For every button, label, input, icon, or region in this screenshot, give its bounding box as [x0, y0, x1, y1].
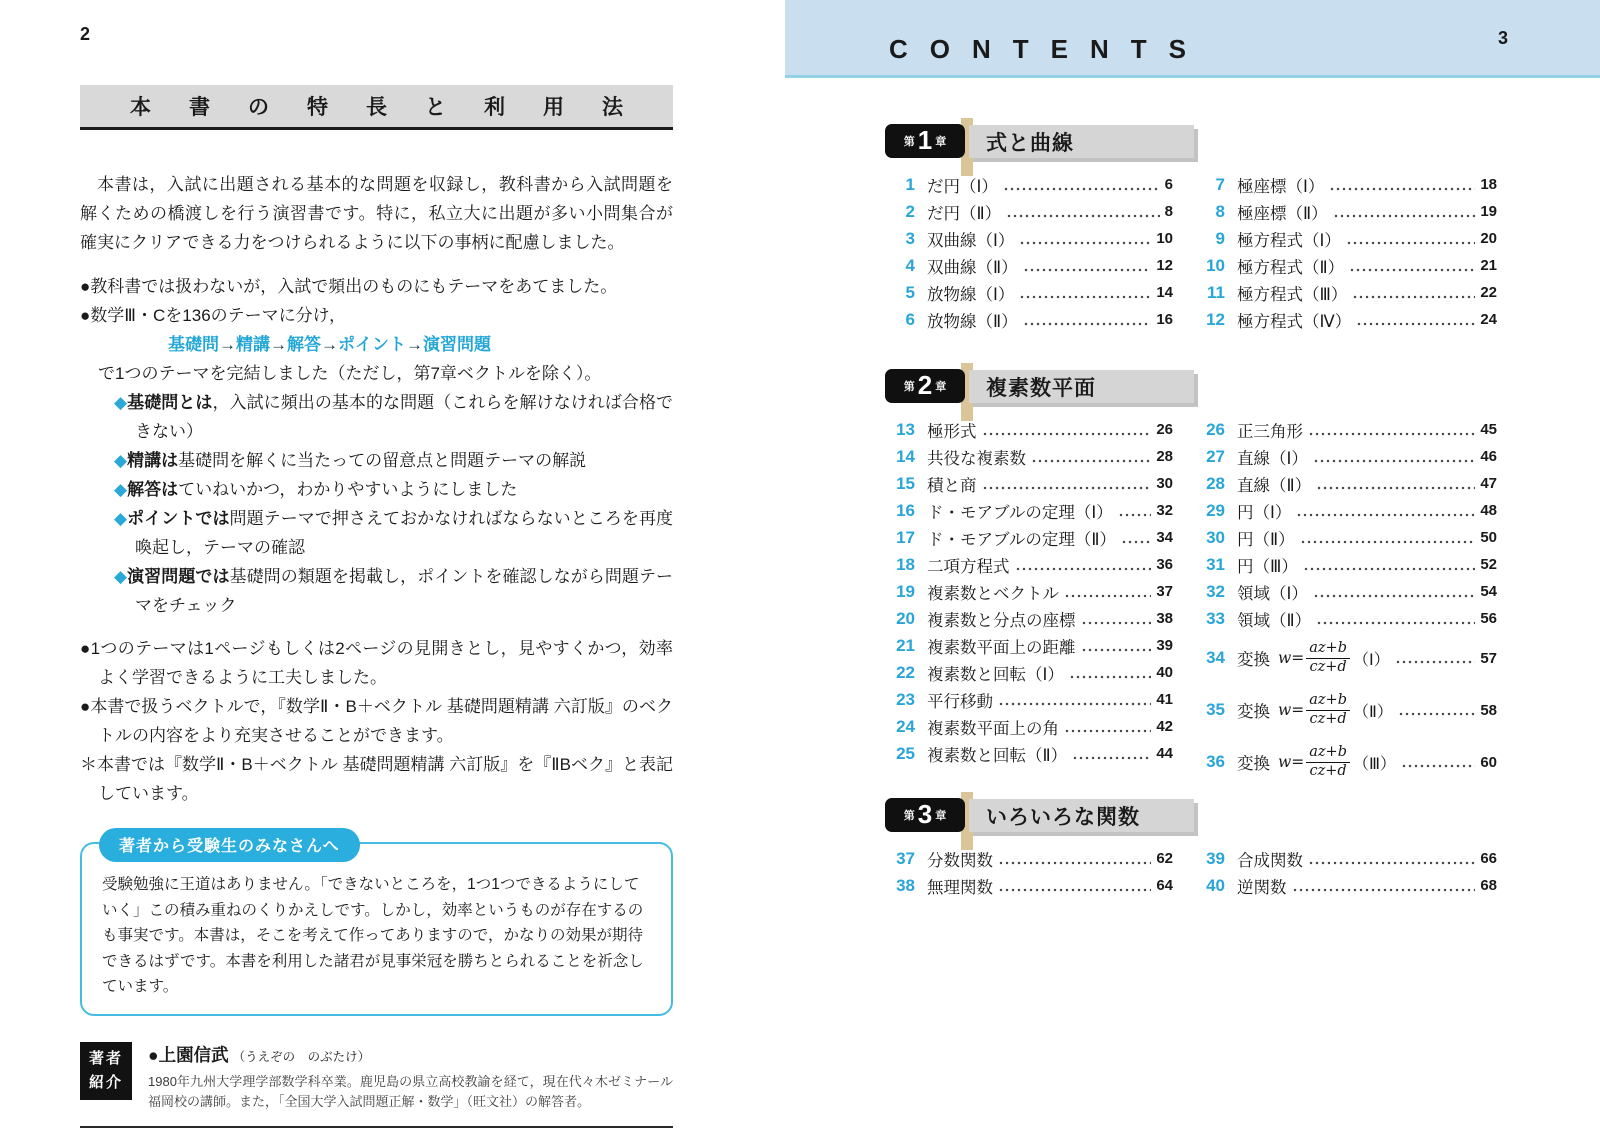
dot-leader: [1019, 294, 1151, 300]
toc-item-label: 極座標（Ⅱ）: [1237, 204, 1328, 223]
toc-item-number: 4: [905, 255, 915, 275]
toc-item: [885, 551, 1173, 578]
toc-item-label: だ円（Ⅱ）: [927, 204, 1002, 223]
toc-item-number: 33: [1206, 608, 1225, 628]
toc-item-page: 58: [1480, 701, 1497, 719]
dot-leader: [1346, 240, 1475, 246]
dot-leader: [1003, 186, 1160, 192]
toc-item-page: 6: [1164, 176, 1173, 193]
dot-leader: [1064, 593, 1151, 599]
toc-item-page: 64: [1156, 877, 1173, 894]
toc-item-number: 32: [1206, 581, 1225, 601]
toc-item-page: 68: [1480, 877, 1497, 894]
toc-column: [1195, 171, 1497, 333]
toc-item-number: 31: [1206, 554, 1225, 574]
toc-item-page: 26: [1156, 421, 1173, 438]
toc-item-page: 39: [1156, 637, 1173, 654]
author-name-kana: （うえぞの のぶたけ）: [232, 1049, 371, 1064]
toc-item-label: 複素数平面上の角: [927, 719, 1059, 738]
toc-item: [885, 279, 1173, 306]
toc-item-label: 双曲線（Ⅰ）: [927, 231, 1015, 250]
dot-leader: [1313, 593, 1475, 599]
dot-leader: [982, 485, 1152, 491]
toc-item-number: 36: [1206, 752, 1225, 771]
toc-item-number: 24: [896, 716, 915, 736]
toc-item: [1195, 416, 1497, 443]
page-number-left: 2: [80, 24, 91, 44]
toc-item: [1195, 736, 1497, 788]
chapter-2-title-bar: 複素数平面: [969, 370, 1194, 403]
dot-leader: [1121, 539, 1151, 545]
left-page: [0, 0, 785, 1134]
toc-item-page: 54: [1480, 583, 1497, 600]
dot-leader: [1313, 458, 1475, 464]
toc-item-formula: w= $\frac{az+b}{cz+d}$ （Ⅲ）: [1278, 744, 1397, 779]
toc-item-page: 30: [1156, 475, 1173, 492]
toc-item-page: 18: [1480, 176, 1497, 193]
toc-item: [885, 171, 1173, 198]
diamond-item-3: ◆解答はていねいかつ，わかりやすいようにしました: [114, 480, 518, 499]
page-title-text: 本書の特長と利用法: [130, 96, 661, 119]
toc-item-page: 8: [1164, 203, 1173, 220]
flow-step: ポイント: [338, 335, 406, 354]
toc-item-number: 2: [905, 201, 915, 221]
flow-arrow-icon: →: [219, 335, 236, 354]
author-intro-badge: 著者 紹介: [80, 1042, 132, 1100]
toc-item-page: 57: [1480, 649, 1497, 667]
toc-item-label: 極方程式（Ⅰ）: [1237, 231, 1341, 250]
toc-item-number: 17: [896, 527, 915, 547]
right-page: [785, 0, 1600, 1134]
dot-leader: [1064, 728, 1151, 734]
dot-leader: [1015, 566, 1152, 572]
dot-leader: [998, 701, 1151, 707]
toc-item-page: 56: [1480, 610, 1497, 627]
toc-item: [1195, 845, 1497, 872]
toc-item: [885, 659, 1173, 686]
toc-item-label: 共役な複素数: [927, 449, 1026, 468]
toc-item-label: 放物線（Ⅱ）: [927, 312, 1018, 331]
toc-item-label: だ円（Ⅰ）: [927, 177, 998, 196]
toc-item: [885, 252, 1173, 279]
toc-column: [1195, 416, 1497, 788]
toc-column: [885, 416, 1173, 788]
author-name: ●上園信武: [148, 1044, 229, 1065]
toc-item: [1195, 497, 1497, 524]
toc-item-page: 22: [1480, 284, 1497, 301]
feature-list: [80, 272, 673, 808]
toc-item: [1195, 198, 1497, 225]
dot-leader: [1308, 431, 1475, 437]
dot-leader: [1072, 755, 1151, 761]
toc-item-number: 35: [1206, 700, 1225, 719]
toc-item-number: 3: [905, 228, 915, 248]
toc-item-page: 62: [1156, 850, 1173, 867]
dot-leader: [998, 887, 1151, 893]
toc-item: [885, 845, 1173, 872]
chapter-3-title-bar: いろいろな関数: [969, 799, 1194, 832]
dot-leader: [1019, 240, 1151, 246]
page-number-right: 3: [1497, 28, 1508, 48]
toc-item-label: 円（Ⅲ）: [1237, 557, 1298, 576]
flow-step: 演習問題: [423, 335, 491, 354]
chapter-1-badge: 第 1 章: [885, 124, 965, 158]
page-title: [80, 85, 673, 130]
toc-item: [885, 225, 1173, 252]
bullet-marker: ●: [80, 306, 91, 325]
dot-leader: [1023, 321, 1152, 327]
toc-item-page: 37: [1156, 583, 1173, 600]
toc-item-label: 極座標（Ⅰ）: [1237, 177, 1325, 196]
toc-item-page: 47: [1480, 475, 1497, 492]
toc-item-label: 分数関数: [927, 851, 993, 870]
toc-item: [885, 306, 1173, 333]
toc-item: [1195, 632, 1497, 684]
toc-item: [1195, 578, 1497, 605]
diamond-item-1: ◆基礎問とは，入試に頻出の基本的な問題（これらを解けなければ合格できない）: [114, 393, 674, 441]
toc-item-page: 60: [1480, 753, 1497, 771]
author-name-line: [148, 1042, 673, 1067]
toc-item-number: 27: [1206, 446, 1225, 466]
toc-item-page: 66: [1480, 850, 1497, 867]
contents-banner: [785, 0, 1600, 78]
toc-item-number: 14: [896, 446, 915, 466]
chapter-1-section: [885, 124, 1516, 333]
author-message-box: [80, 838, 673, 1016]
toc-item-number: 1: [905, 174, 915, 194]
dot-leader: [1308, 860, 1475, 866]
toc-item-label: 領域（Ⅰ）: [1237, 584, 1308, 603]
dot-leader: [1300, 539, 1476, 545]
toc-item-number: 13: [896, 419, 915, 439]
toc-column: [1195, 845, 1497, 899]
chapter-3-section: [885, 798, 1516, 899]
dot-leader: [1349, 267, 1475, 273]
dot-leader: [1296, 512, 1475, 518]
toc-item-label: 円（Ⅱ）: [1237, 530, 1295, 549]
toc-item: [1195, 872, 1497, 899]
toc-item-label: 積と商: [927, 476, 977, 495]
chapter-2-section: [885, 369, 1516, 788]
toc-column: [885, 845, 1173, 899]
toc-item-number: 30: [1206, 527, 1225, 547]
toc-item-label: 無理関数: [927, 878, 993, 897]
bullet-marker: ●: [80, 697, 91, 716]
bullet-marker: ●: [80, 277, 91, 296]
toc-item-number: 19: [896, 581, 915, 601]
diamond-item-5: ◆演習問題では基礎問の類題を掲載し，ポイントを確認しながら問題テーマをチェック: [114, 567, 674, 615]
toc-item: [885, 578, 1173, 605]
chapter-2-header: [885, 369, 1516, 403]
toc-item-label: 平行移動: [927, 692, 993, 711]
contents-heading: CONTENTS: [889, 34, 1208, 64]
toc-item-page: 52: [1480, 556, 1497, 573]
toc-item-number: 11: [1207, 282, 1225, 302]
dot-leader: [1069, 674, 1151, 680]
toc-item: [1195, 252, 1497, 279]
toc-item-number: 22: [896, 662, 915, 682]
toc-item-number: 15: [896, 473, 915, 493]
dot-leader: [1303, 566, 1475, 572]
toc-item-page: 42: [1156, 718, 1173, 735]
toc-item-page: 21: [1480, 257, 1497, 274]
toc-item: [885, 740, 1173, 767]
toc-item: [885, 713, 1173, 740]
toc-item: [885, 198, 1173, 225]
author-message-text: 受験勉強に王道はありません。「できないところを，1つ1つできるようにしていく」この積み重ねのくりかえしです。しかし，効率というものが存在するのも事実です。本書は，そこを考えて作ってありますので，かなりの効果が期待できるはずです。本書を利用した諸君が見事栄冠を勝ちとられることを祈念しています。: [102, 876, 644, 995]
dot-leader: [982, 431, 1152, 437]
chapter-1-title-bar: 式と曲線: [969, 125, 1194, 158]
toc-item-number: 9: [1215, 228, 1225, 248]
toc-item-label: 複素数と回転（Ⅰ）: [927, 665, 1064, 684]
toc-item-label: 極方程式（Ⅲ）: [1237, 285, 1348, 304]
author-bio: 1980年九州大学理学部数学科卒業。鹿児島の県立高校教諭を経て，現在代々木ゼミナール福岡校の講師。また，「全国大学入試問題正解・数学」（旺文社）の解答者。: [148, 1073, 673, 1109]
toc-item-number: 29: [1206, 500, 1225, 520]
toc-item: [885, 605, 1173, 632]
author-message-label: 著者から受験生のみなさんへ: [99, 828, 360, 862]
toc-item-number: 21: [896, 635, 915, 655]
toc-item-label: 直線（Ⅰ）: [1237, 449, 1308, 468]
bullet-marker: ●: [80, 639, 91, 658]
toc-item-label: 複素数と分点の座標: [927, 611, 1076, 630]
chapter-1-header: [885, 124, 1516, 158]
flow-closing-line: で1つのテーマを完結しました（ただし，第7章ベクトルを除く）。: [98, 364, 602, 383]
toc-item-page: 40: [1156, 664, 1173, 681]
toc-item-number: 34: [1206, 648, 1225, 667]
toc-item: [885, 470, 1173, 497]
toc-item-page: 16: [1156, 311, 1173, 328]
toc-item-number: 6: [905, 309, 915, 329]
toc-item: [885, 872, 1173, 899]
feature-bullet-2: ●数学Ⅲ・Cを136のテーマに分け，: [80, 306, 346, 325]
diamond-marker: ◆: [114, 509, 128, 528]
toc-item: [1195, 279, 1497, 306]
toc-item-page: 20: [1480, 230, 1497, 247]
dot-leader: [1398, 711, 1475, 717]
toc-item-number: 7: [1215, 174, 1225, 194]
toc-item-label: 変換: [1237, 755, 1270, 773]
toc-item-label: 変換: [1237, 703, 1270, 721]
toc-item-page: 28: [1156, 448, 1173, 465]
dot-leader: [1316, 485, 1475, 491]
toc-item-label: 合成関数: [1237, 851, 1303, 870]
toc-item-number: 28: [1206, 473, 1225, 493]
dot-leader: [1352, 294, 1475, 300]
toc-item: [885, 524, 1173, 551]
toc-item: [1195, 551, 1497, 578]
toc-item-label: 複素数と回転（Ⅱ）: [927, 746, 1068, 765]
toc-item-label: ド・モアブルの定理（Ⅱ）: [927, 530, 1116, 549]
flow-arrow-icon: →: [321, 335, 338, 354]
dot-leader: [1329, 186, 1475, 192]
toc-item-page: 14: [1156, 284, 1173, 301]
flow-step: 精講: [236, 335, 270, 354]
toc-item-label: 複素数平面上の距離: [927, 638, 1076, 657]
flow-arrow-icon: →: [270, 335, 287, 354]
diamond-item-2: ◆精講は基礎問を解くに当たっての留意点と問題テーマの解説: [114, 451, 587, 470]
author-intro-section: [80, 1042, 673, 1112]
toc-item-page: 46: [1480, 448, 1497, 465]
dot-leader: [1316, 620, 1475, 626]
dot-leader: [1023, 267, 1152, 273]
toc-item: [1195, 225, 1497, 252]
toc-item: [885, 686, 1173, 713]
toc-item-number: 37: [896, 848, 915, 868]
toc-item-page: 12: [1156, 257, 1173, 274]
toc-item: [885, 497, 1173, 524]
dot-leader: [1118, 512, 1152, 518]
toc-item-page: 19: [1480, 203, 1497, 220]
feature-bullet-4: ●本書で扱うベクトルで，『数学Ⅱ・B＋ベクトル 基礎問題精講 六訂版』のベクトルの内容をより充実させることができます。: [80, 697, 673, 745]
toc-item-label: 直線（Ⅱ）: [1237, 476, 1312, 495]
toc-item-label: 二項方程式: [927, 557, 1010, 576]
toc-item-formula: w= $\frac{az+b}{cz+d}$ （Ⅱ）: [1278, 692, 1393, 727]
toc-item-label: 複素数とベクトル: [927, 584, 1059, 603]
toc-item-page: 44: [1156, 745, 1173, 762]
diamond-marker: ◆: [114, 480, 128, 499]
toc-item-number: 40: [1206, 875, 1225, 895]
toc-item: [1195, 470, 1497, 497]
dot-leader: [1031, 458, 1151, 464]
toc-item-label: 円（Ⅰ）: [1237, 503, 1292, 522]
intro-paragraph: 本書は，入試に出題される基本的な問題を収録し，教科書から入試問題を解くための橋渡しを行う演習書です。特に，私立大に出題が多い小問集合が確実にクリアできる力をつけられるように以下の事柄に配慮しました。: [80, 175, 673, 252]
dot-leader: [1081, 647, 1152, 653]
toc-item-number: 12: [1206, 309, 1225, 329]
dot-leader: [1356, 321, 1475, 327]
toc-item: [1195, 306, 1497, 333]
toc-item-label: 逆関数: [1237, 878, 1287, 897]
toc-item-label: 領域（Ⅱ）: [1237, 611, 1312, 630]
diamond-item-4: ◆ポイントでは問題テーマで押さえておかなければならないところを再度喚起し，テーマの確認: [114, 509, 674, 557]
study-flow: [168, 330, 673, 359]
dot-leader: [1401, 763, 1475, 769]
toc-item-label: 極方程式（Ⅱ）: [1237, 258, 1345, 277]
toc-item: [1195, 524, 1497, 551]
dot-leader: [1292, 887, 1476, 893]
toc-item-number: 16: [896, 500, 915, 520]
toc-column: [885, 171, 1173, 333]
chapter-2-badge: 第 2 章: [885, 369, 965, 403]
dot-leader: [1333, 213, 1476, 219]
toc-item-page: 32: [1156, 502, 1173, 519]
toc-item: [1195, 171, 1497, 198]
toc-item-number: 10: [1206, 255, 1225, 275]
toc-item-label: 変換: [1237, 651, 1270, 669]
dot-leader: [998, 860, 1151, 866]
toc-item: [885, 632, 1173, 659]
toc-item: [1195, 684, 1497, 736]
toc-item: [885, 416, 1173, 443]
toc-item-label: 放物線（Ⅰ）: [927, 285, 1015, 304]
toc-item-number: 39: [1206, 848, 1225, 868]
dot-leader: [1081, 620, 1152, 626]
toc-item-number: 5: [905, 282, 915, 302]
toc-item: [1195, 443, 1497, 470]
toc-item-page: 38: [1156, 610, 1173, 627]
flow-arrow-icon: →: [406, 335, 423, 354]
toc-item-number: 25: [896, 743, 915, 763]
toc-item-number: 23: [896, 689, 915, 709]
feature-bullet-1: ●教科書では扱わないが，入試で頻出のものにもテーマをあてました。: [80, 277, 618, 296]
toc-item-label: ド・モアブルの定理（Ⅰ）: [927, 503, 1113, 522]
diamond-marker: ◆: [114, 393, 128, 412]
toc-item-page: 45: [1480, 421, 1497, 438]
toc-item-number: 38: [896, 875, 915, 895]
notation-note: ＊本書では『数学Ⅱ・B＋ベクトル 基礎問題精講 六訂版』を『ⅡBベク』と表記しています。: [80, 755, 674, 803]
diamond-marker: ◆: [114, 451, 128, 470]
toc-item-number: 20: [896, 608, 915, 628]
dot-leader: [1395, 659, 1476, 665]
chapter-3-badge: 第 3 章: [885, 798, 965, 832]
toc-item-page: 50: [1480, 529, 1497, 546]
bottom-rule: [80, 1126, 673, 1128]
toc-item-page: 34: [1156, 529, 1173, 546]
note-marker: ＊: [80, 755, 98, 774]
flow-step: 解答: [287, 335, 321, 354]
toc-item-page: 41: [1156, 691, 1173, 708]
toc-item-formula: w= $\frac{az+b}{cz+d}$ （Ⅰ）: [1278, 640, 1390, 675]
feature-bullet-3: ●1つのテーマは1ページもしくは2ページの見開きとし，見やすくかつ，効率よく学習できるように工夫しました。: [80, 639, 673, 687]
toc-item-number: 26: [1206, 419, 1225, 439]
toc-item: [1195, 605, 1497, 632]
toc-item-number: 18: [896, 554, 915, 574]
toc-item-label: 双曲線（Ⅱ）: [927, 258, 1018, 277]
toc-item-page: 10: [1156, 230, 1173, 247]
diamond-marker: ◆: [114, 567, 128, 586]
toc-item-page: 24: [1480, 311, 1497, 328]
toc-item-label: 極形式: [927, 422, 977, 441]
toc-item-page: 48: [1480, 502, 1497, 519]
author-intro-body: [148, 1042, 673, 1112]
dot-leader: [1006, 213, 1160, 219]
toc-item: [885, 443, 1173, 470]
chapter-3-header: [885, 798, 1516, 832]
toc-item-number: 8: [1215, 201, 1225, 221]
toc-item-page: 36: [1156, 556, 1173, 573]
flow-step: 基礎問: [168, 335, 219, 354]
toc-item-label: 極方程式（Ⅳ）: [1237, 312, 1352, 331]
toc-item-label: 正三角形: [1237, 422, 1303, 441]
